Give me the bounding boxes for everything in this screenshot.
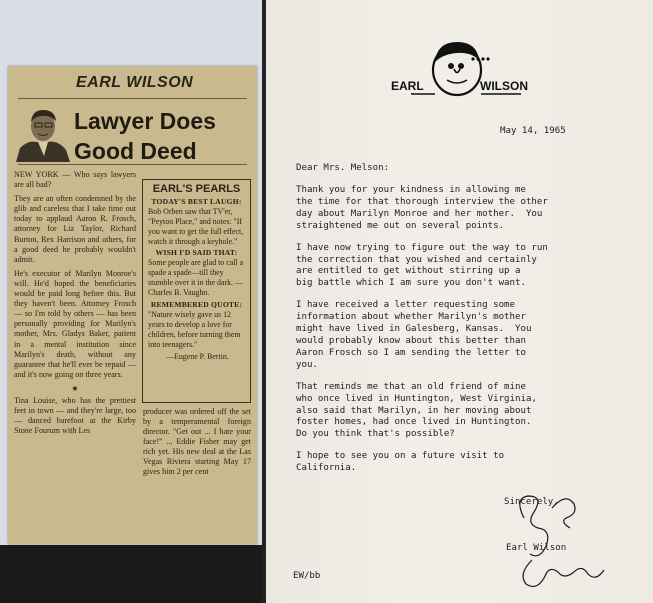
headline-line-2: Good Deed xyxy=(74,138,197,164)
pearls-text: Bob Orben saw that TV'er, "Peyton Place," and notes: "If you want to get the full effect, watch it through a keyhole." xyxy=(148,206,244,246)
pearls-subhead: REMEMBERED QUOTE: xyxy=(150,299,243,309)
pearls-subhead: WISH I'D SAID THAT: xyxy=(155,248,238,258)
letterhead-logo xyxy=(391,36,526,98)
letter-date: May 14, 1965 xyxy=(500,126,566,136)
pearls-text: "Nature wisely gave us 12 years to develop a love for children, before turning them into teenagers." xyxy=(148,309,241,349)
pearls-attribution: —Eugene P. Bertin. xyxy=(166,351,229,361)
article-column-1 xyxy=(14,170,136,440)
pearls-subhead: TODAY'S BEST LAUGH: xyxy=(151,196,242,206)
pearls-title: EARL'S PEARLS xyxy=(152,183,241,195)
newspaper-clipping xyxy=(8,66,257,544)
left-background-shadow xyxy=(0,545,262,603)
column-header: EARL WILSON xyxy=(76,74,194,91)
letter-page xyxy=(266,0,653,603)
letter-paragraph: Thank you for your kindness in allowing me the time for that thorough interview the other day about Marilyn Monroe and her mother. You straightened me out on several points. xyxy=(296,185,548,231)
letterhead-name-first: EARL xyxy=(391,79,424,93)
pearls-text: Some people are glad to call a spade a spade—till they stumble over it in the dark. — Charles B. Vaughn. xyxy=(148,258,244,298)
letter-salutation: Dear Mrs. Melson: xyxy=(296,163,390,173)
typist-initials: EW/bb xyxy=(293,571,321,581)
headline-rule xyxy=(18,164,247,165)
earls-pearls-box xyxy=(142,179,251,403)
headline-line-1: Lawyer Does xyxy=(74,108,216,134)
paragraph: He's executor of Marilyn Monroe's will. He'd hoped the beneficiaries would be paid long before this. But they haven't been. Attorney Frosch — so I'm told by others — has been personally providing for Marilyn's mother, Mrs. Gladys Baker, patient in a mental institution since Marilyn's death, without any guarantee that he'll ever be repaid — and it's now going on three years. xyxy=(14,268,136,379)
letter-paragraph: I hope to see you on a future visit to California. xyxy=(296,451,505,474)
columnist-portrait-photo xyxy=(14,104,70,162)
headline xyxy=(74,106,216,166)
paragraph: NEW YORK — Who says lawyers are all bad? xyxy=(14,170,136,190)
letter-closing: Sincerely, xyxy=(504,497,559,507)
letter-paragraph: I have now trying to figure out the way to run the correction that you wished and certainly are entitled to get without stirring up a big battle which I am sure you don't want. xyxy=(296,242,548,289)
letter-body xyxy=(296,185,648,485)
paragraph: They are an often condemned by the glib and careless that I take time out today to applaud Aaron R. Frosch, attorney for Liz Taylor, Richard Burton, Rex Harrison and others, for a good deed he probably wouldn't admit. xyxy=(14,194,136,264)
article-column-2: producer was ordered off the set by a temperamental foreign director. "Get out ... I hate your face!" ... Eddie Fisher may get rich yet. His new deal at the Las Vegas Riviera starting May 17 gives him 2 per cent xyxy=(143,407,251,476)
paragraph: Tina Louise, who has the prettiest feet in town — and they're large, too — danced barefoot at the Kirby Stone Fourum with Les xyxy=(14,395,136,436)
letter-paragraph: I have received a letter requesting some information about whether Marilyn's mother might have lived in Galesberg, Kansas. You would probably know about this better than Aaron Frosch so I am sending the letter to you. xyxy=(296,300,532,370)
letterhead-name-last: WILSON xyxy=(480,79,528,93)
typed-signature-name: Earl Wilson xyxy=(506,543,567,553)
section-star: ★ xyxy=(71,383,79,393)
letter-paragraph: That reminds me that an old friend of mine who once lived in Huntington, West Virginia, also said that Marilyn, in her moving about foster homes, had once lived in Huntington. Do you think that's possible? xyxy=(296,381,537,440)
header-rule xyxy=(18,98,247,99)
